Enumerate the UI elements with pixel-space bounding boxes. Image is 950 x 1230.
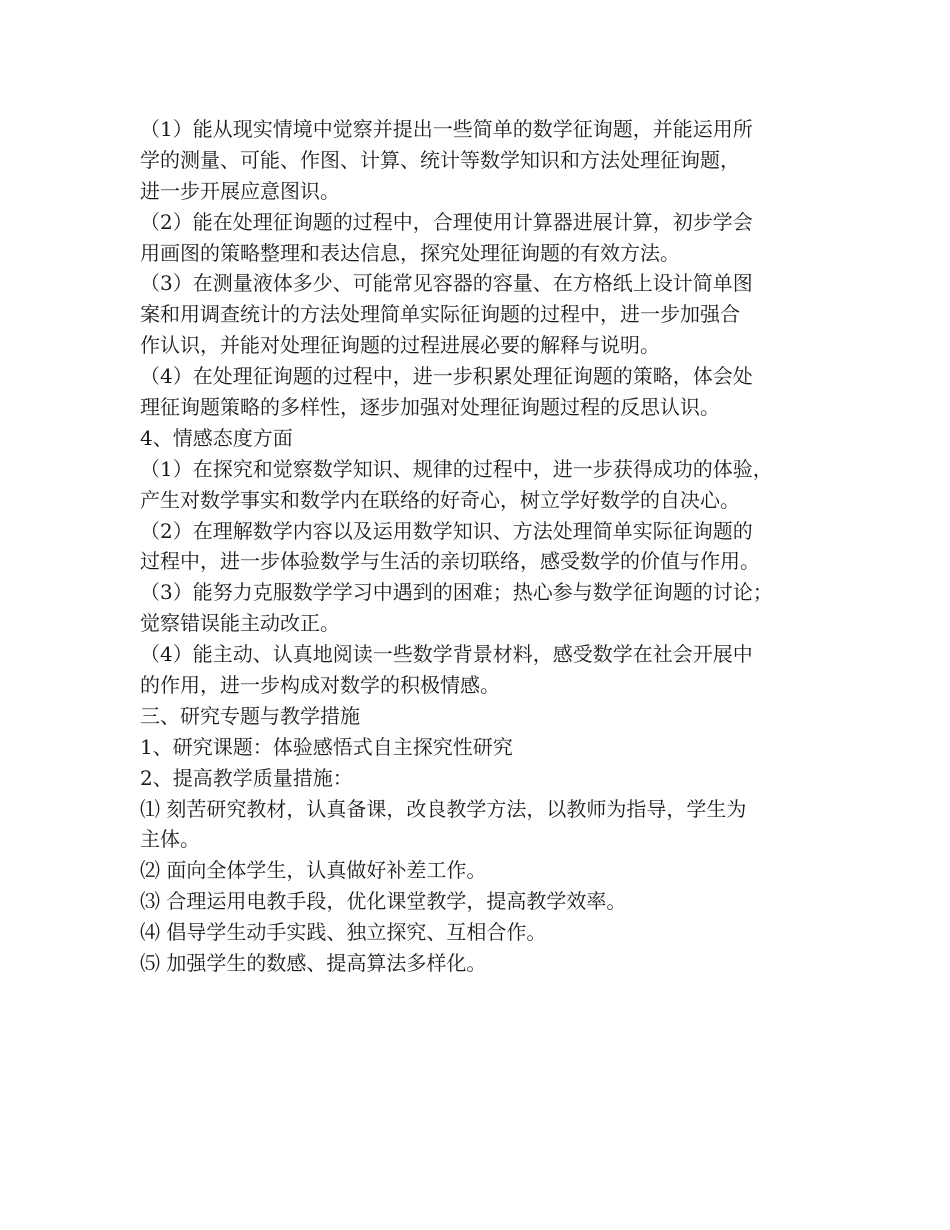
text-line-8: 作认识，并能对处理征询题的过程进展必要的解释与说明。: [140, 333, 660, 358]
text-line-13: 产生对数学事实和数学内在联络的好奇心，树立学好数学的自决心。: [140, 487, 740, 512]
section-heading-research: 三、研究专题与教学措施: [140, 703, 360, 728]
text-line-18: （4）能主动、认真地阅读一些数学背景材料，感受数学在社会开展中: [140, 642, 753, 667]
text-line-16: （3）能努力克服数学学习中遇到的困难；热心参与数学征询题的讨论；: [140, 580, 773, 605]
text-line-15: 过程中，进一步体验数学与生活的亲切联络，感受数学的价值与作用。: [140, 549, 760, 574]
text-line-9: （4）在处理征询题的过程中，进一步积累处理征询题的策略，体会处: [140, 364, 753, 389]
text-line-4: （2）能在处理征询题的过程中，合理使用计算器进展计算，初步学会: [140, 209, 753, 234]
text-line-1: （1）能从现实情境中觉察并提出一些简单的数学征询题，并能运用所: [140, 117, 753, 141]
text-line-3: 进一步开展应意图识。: [140, 178, 340, 203]
measure-item-2: ⑵ 面向全体学生，认真做好补差工作。: [140, 858, 487, 883]
text-line-12: （1）在探究和觉察数学知识、规律的过程中，进一步获得成功的体验，: [140, 456, 773, 481]
text-line-10: 理征询题策略的多样性，逐步加强对处理征询题过程的反思认识。: [140, 395, 720, 420]
section-heading-emotion: 4、情感态度方面: [140, 425, 293, 450]
research-topic: 1、研究课题：体验感悟式自主探究性研究: [140, 734, 513, 759]
text-line-19: 的作用，进一步构成对数学的积极情感。: [140, 673, 500, 698]
measure-item-1-cont: 主体。: [140, 827, 200, 852]
text-line-5: 用画图的策略整理和表达信息，探究处理征询题的有效方法。: [140, 240, 680, 265]
measure-item-3: ⑶ 合理运用电教手段，优化课堂教学，提高教学效率。: [140, 889, 627, 914]
text-line-17: 觉察错误能主动改正。: [140, 611, 340, 636]
measures-heading: 2、提高教学质量措施：: [140, 765, 353, 790]
measure-item-1: ⑴ 刻苦研究教材，认真备课，改良教学方法，以教师为指导，学生为: [140, 796, 747, 821]
document-body: [140, 114, 830, 979]
measure-item-5: ⑸ 加强学生的数感、提高算法多样化。: [140, 951, 487, 976]
measure-item-4: ⑷ 倡导学生动手实践、独立探究、互相合作。: [140, 920, 547, 945]
text-line-7: 案和用调查统计的方法处理简单实际征询题的过程中，进一步加强合: [140, 302, 740, 327]
text-line-14: （2）在理解数学内容以及运用数学知识、方法处理简单实际征询题的: [140, 518, 753, 543]
text-line-2: 学的测量、可能、作图、计算、统计等数学知识和方法处理征询题，: [140, 147, 740, 172]
text-line-6: （3）在测量液体多少、可能常见容器的容量、在方格纸上设计简单图: [140, 271, 753, 296]
